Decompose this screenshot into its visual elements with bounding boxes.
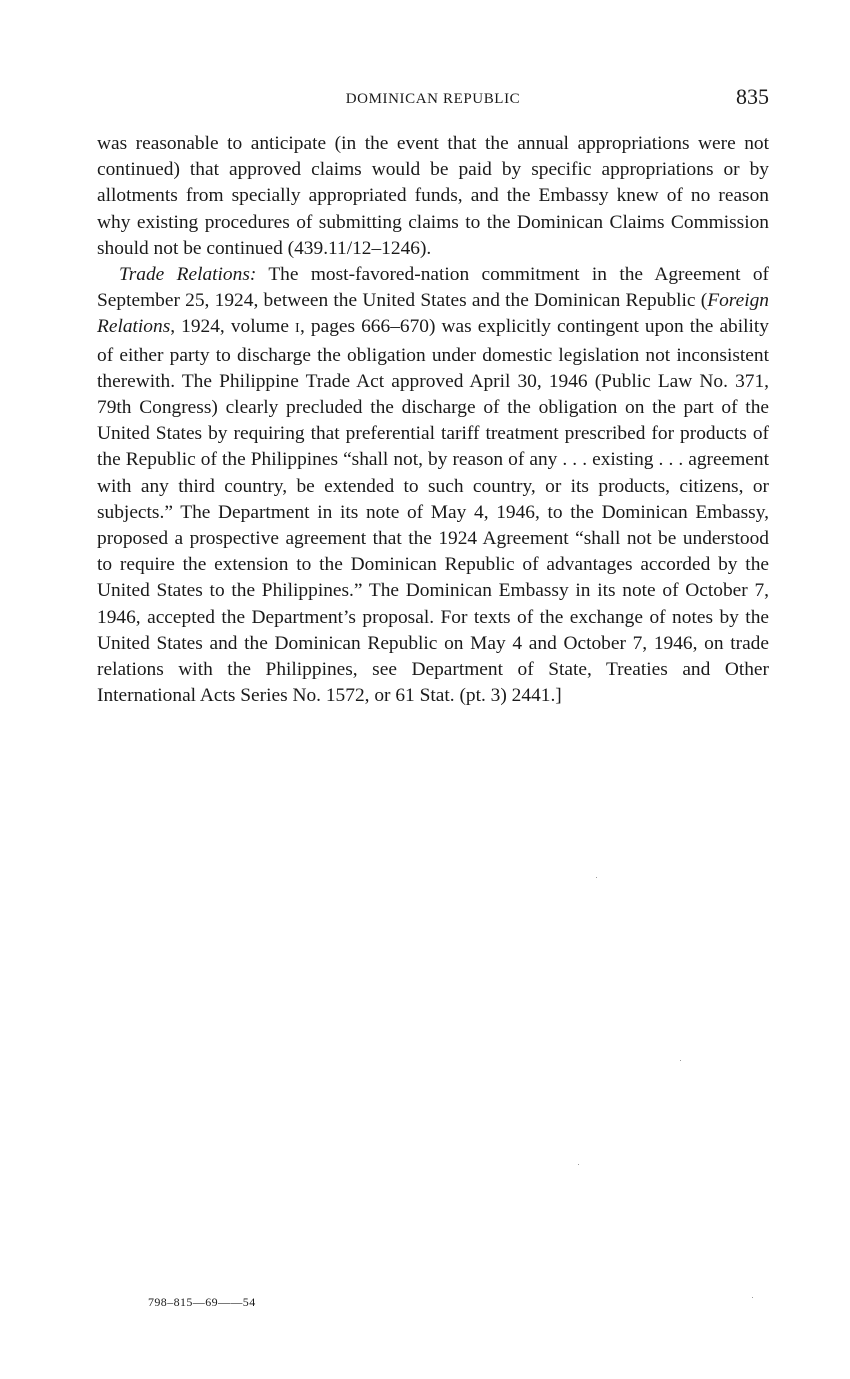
printer-signature-mark: 798–815—69——54 [148, 1295, 256, 1309]
volume-numeral: I [295, 321, 301, 337]
paragraph-segment-2: , 1924, volume [170, 316, 296, 338]
publication-title: Foreign Relations [97, 290, 769, 338]
paragraph-segment-3: , pages 666–670) was explicitly contingent upon the ability of either party to discharge the obligation under domestic legislation not inconsistent therewith. The Philippine Trade Act approved April 30, 1946 (Public Law No. 371, 79th Congress) clearly precluded the discharge of the obligation on the part of the United States by requiring that preferential tariff treatment prescribed for products of the Republic of the Philippines “shall not, by reason of any . . . existing . . . agreement with any third country, be extended to such country, or its products, citizens, or subjects.” The Department in its note of May 4, 1946, to the Dominican Embassy, proposed a prospective agreement that the 1924 Agreement “shall not be understood to require the extension to the Dominican Republic of advantages accorded by the United States to the Philippines.” The Dominican Embassy in its note of October 7, 1946, accepted the Department’s proposal. For texts of the exchange of notes by the United States and the Dominican Republic on May 4 and October 7, 1946, on trade relations with the Philippines, see Department of State, Treaties and Other International Acts Series No. 1572, or 61 Stat. (pt. 3) 2441.] [97, 316, 769, 707]
trade-relations-heading: Trade Relations: [119, 264, 257, 286]
body-text [97, 131, 769, 709]
print-speck [596, 877, 597, 878]
print-speck [752, 1297, 753, 1298]
print-speck [578, 1164, 579, 1165]
print-speck [680, 1060, 681, 1061]
paragraph-trade-relations [97, 262, 769, 709]
running-title: DOMINICAN REPUBLIC [345, 91, 521, 107]
paragraph-continued: was reasonable to anticipate (in the event that the annual appropriations were not continued) that approved claims would be paid by specific appropriations or by allotments from specially appropriated funds, and the Embassy knew of no reason why existing procedures of submitting claims to the Dominican Claims Commission should not be continued (439.11/12–1246). [97, 133, 769, 259]
paragraph-segment-1: The most-favored-nation commitment in the Agreement of September 25, 1924, between the United States and the Dominican Republic ( [97, 264, 769, 312]
running-head [97, 84, 769, 116]
page-number: 835 [736, 84, 769, 109]
